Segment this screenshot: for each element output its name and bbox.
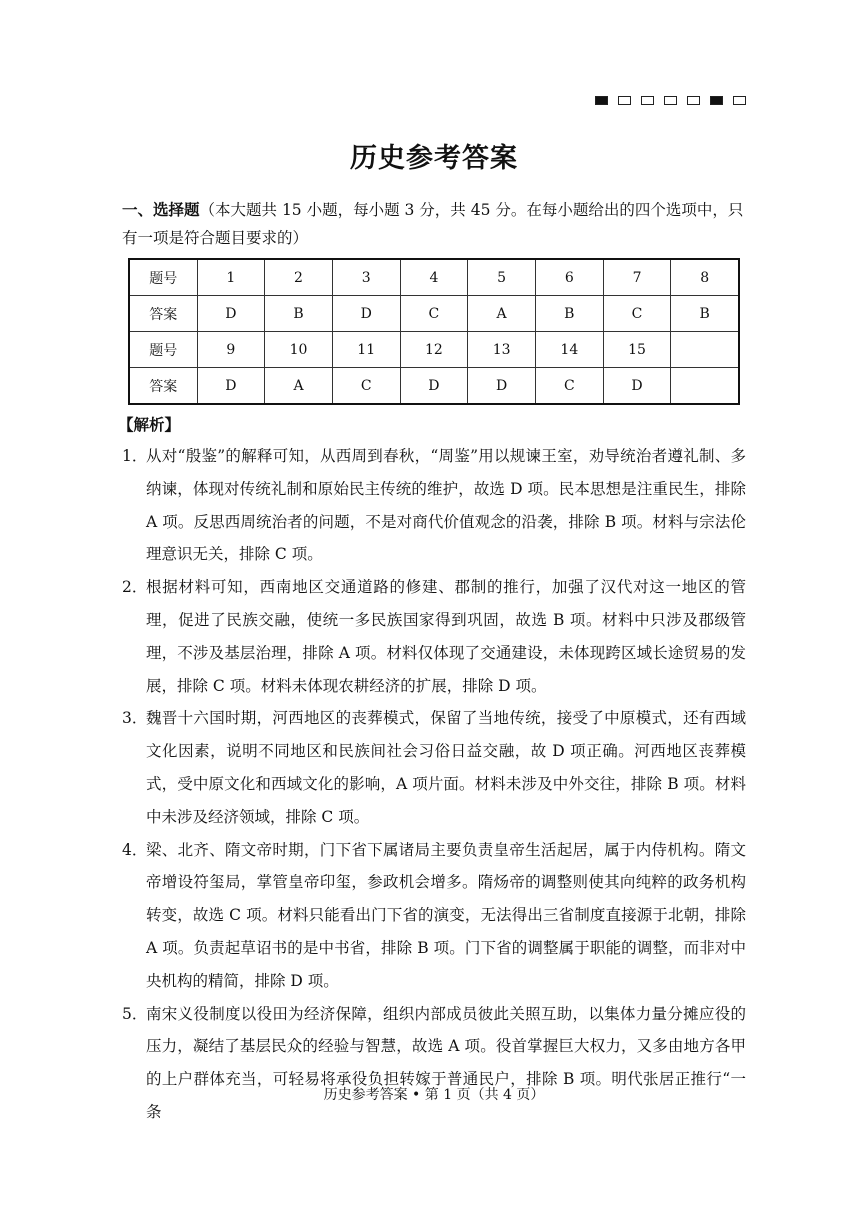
table-cell: D <box>400 368 468 405</box>
section-description: （本大题共 15 小题，每小题 3 分，共 45 分。在每小题给出的四个选项中，只有一项是符合题目要求的） <box>122 201 744 247</box>
table-cell: 3 <box>332 259 400 296</box>
table-cell: 4 <box>400 259 468 296</box>
table-cell: D <box>332 296 400 332</box>
list-item <box>122 440 746 571</box>
table-cell: C <box>332 368 400 405</box>
table-row <box>129 259 739 296</box>
table-row <box>129 368 739 405</box>
item-number: 5． <box>122 1004 148 1023</box>
section-label: 一、选择题 <box>122 200 200 219</box>
empty-square-marker <box>687 96 700 105</box>
page-title: 历史参考答案 <box>350 143 518 174</box>
table-cell: 7 <box>603 259 671 296</box>
item-text: 梁、北齐、隋文帝时期，门下省下属诸局主要负责皇帝生活起居，属于内侍机构。隋文帝增设符玺局，掌管皇帝印玺，参政机会增多。隋炀帝的调整则使其向纯粹的政务机构转变，故选 C 项。材料只能看出门下省的演变，无法得出三省制度直接源于北朝，排除 A 项。负责起草诏书的是中书省，排除 B 项。门下省的调整属于职能的调整，而非对中央机构的精简，排除 D 项。 <box>146 840 746 990</box>
table-cell: D <box>197 368 265 405</box>
item-number: 2． <box>122 578 148 597</box>
item-number: 1． <box>122 447 148 465</box>
page-footer: 历史参考答案 • 第 1 页（共 4 页） <box>323 1087 545 1103</box>
table-cell: 11 <box>332 332 400 368</box>
table-cell: C <box>535 368 603 405</box>
item-text: 根据材料可知，西南地区交通道路的修建、郡制的推行，加强了汉代对这一地区的管理，促进了民族交融，使统一多民族国家得到巩固，故选 B 项。材料中只涉及郡级管理，不涉及基层治理，排除 A 项。材料仅体现了交通建设，未体现跨区域长途贸易的发展，排除 C 项。材料未体现农耕经济的扩展，排除 D 项。 <box>146 578 746 695</box>
item-number: 3． <box>122 709 148 728</box>
table-cell <box>671 332 739 368</box>
list-item <box>122 834 746 998</box>
table-cell: 6 <box>535 259 603 296</box>
empty-square-marker <box>733 96 746 105</box>
empty-square-marker <box>618 96 631 105</box>
item-number: 4． <box>122 840 148 859</box>
empty-square-marker <box>641 96 654 105</box>
table-row <box>129 296 739 332</box>
list-item <box>122 702 746 833</box>
list-item <box>122 998 746 1129</box>
table-cell <box>671 368 739 405</box>
analysis-list <box>122 440 746 1129</box>
table-cell: 13 <box>468 332 536 368</box>
analysis-heading: 【解析】 <box>118 415 181 434</box>
empty-square-marker <box>664 96 677 105</box>
item-text: 魏晋十六国时期，河西地区的丧葬模式，保留了当地传统，接受了中原模式，还有西域文化因素，说明不同地区和民族间社会习俗日益交融，故 D 项正确。河西地区丧葬模式，受中原文化和西域文化的影响，A 项片面。材料未涉及中外交往，排除 B 项。材料中未涉及经济领域，排除 C 项。 <box>146 709 746 826</box>
table-row <box>129 332 739 368</box>
table-row-label: 题号 <box>129 332 197 368</box>
item-text: 南宋义役制度以役田为经济保障，组织内部成员彼此关照互助，以集体力量分摊应役的压力，凝结了基层民众的经验与智慧，故选 A 项。役首掌握巨大权力，又多由地方各甲的上户群体充当，可轻易将承役负担转嫁于普通民户，排除 B 项。明代张居正推行“一条 <box>146 1004 746 1121</box>
table-cell: D <box>603 368 671 405</box>
table-cell: 10 <box>265 332 333 368</box>
table-cell: C <box>400 296 468 332</box>
table-cell: 14 <box>535 332 603 368</box>
table-cell: 1 <box>197 259 265 296</box>
table-cell: 15 <box>603 332 671 368</box>
table-cell: 2 <box>265 259 333 296</box>
table-cell: 12 <box>400 332 468 368</box>
table-cell: A <box>468 296 536 332</box>
section-heading <box>122 196 746 252</box>
answer-table <box>128 258 740 405</box>
table-cell: D <box>468 368 536 405</box>
table-cell: D <box>197 296 265 332</box>
filled-square-marker <box>595 96 608 105</box>
item-text: 从对“殷鉴”的解释可知，从西周到春秋，“周鉴”用以规谏王室，劝导统治者遵礼制、多纳谏，体现对传统礼制和原始民主传统的维护，故选 D 项。民本思想是注重民生，排除 A 项。反思西周统治者的问题，不是对商代价值观念的沿袭，排除 B 项。材料与宗法伦理意识无关，排除 C 项。 <box>146 447 746 564</box>
table-row-label: 答案 <box>129 296 197 332</box>
table-cell: 8 <box>671 259 739 296</box>
table-row-label: 答案 <box>129 368 197 405</box>
table-cell: 5 <box>468 259 536 296</box>
filled-square-marker <box>710 96 723 105</box>
list-item <box>122 571 746 702</box>
table-cell: B <box>265 296 333 332</box>
table-cell: B <box>671 296 739 332</box>
table-cell: B <box>535 296 603 332</box>
table-cell: A <box>265 368 333 405</box>
table-row-label: 题号 <box>129 259 197 296</box>
table-cell: C <box>603 296 671 332</box>
table-cell: 9 <box>197 332 265 368</box>
page-marker-row <box>595 96 746 105</box>
